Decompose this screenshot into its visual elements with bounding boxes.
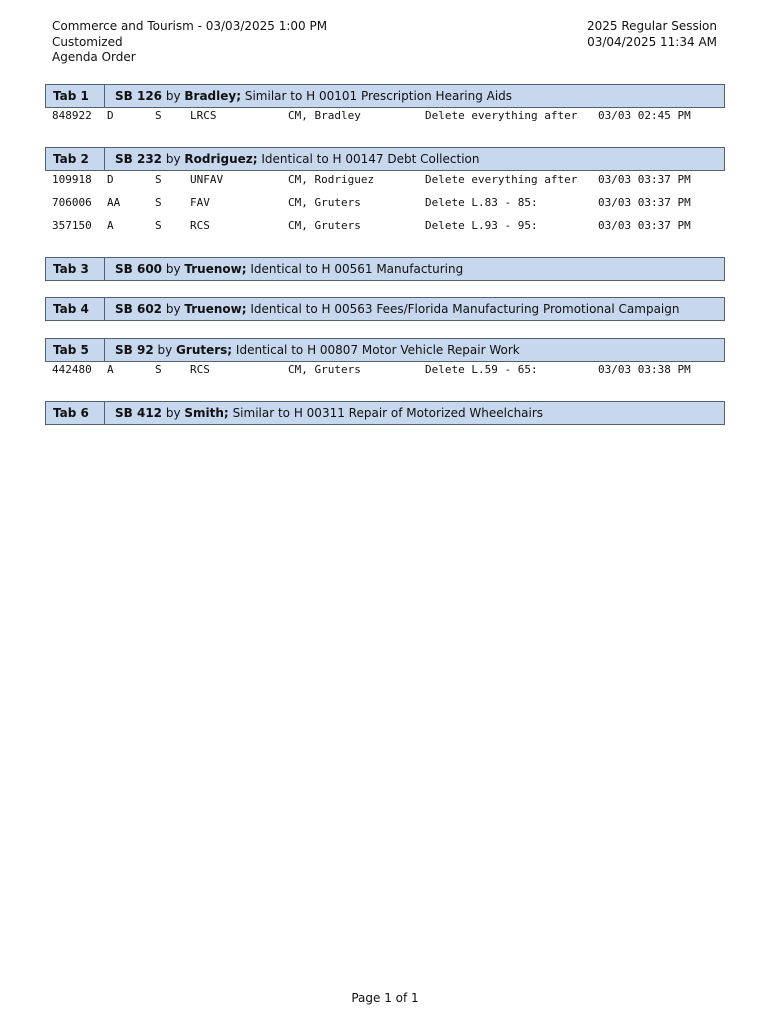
by-label: by xyxy=(165,89,181,103)
bill-number: SB 92 xyxy=(115,343,154,357)
report-header-left xyxy=(52,19,327,66)
bill-number: SB 600 xyxy=(115,262,163,276)
bill-sponsor: Truenow; xyxy=(184,302,247,316)
action-datetime: 03/03 02:45 PM xyxy=(598,109,691,122)
amendment-code: AA xyxy=(107,196,121,209)
tab-number: Tab 4 xyxy=(46,298,105,320)
bill-relation: Identical to H 00563 Fees/Florida Manufacturing Promotional Campaign xyxy=(250,302,680,316)
by-label: by xyxy=(165,406,181,420)
amendment-member: CM, Gruters xyxy=(288,363,361,376)
agenda-tab-1 xyxy=(45,84,725,108)
bill-description xyxy=(105,89,512,103)
amendment-member: CM, Rodriguez xyxy=(288,173,375,186)
bill-description xyxy=(105,152,479,166)
bill-description xyxy=(105,406,543,420)
report-header-right xyxy=(587,19,717,50)
chamber-code: S xyxy=(155,196,162,209)
by-label: by xyxy=(165,262,181,276)
amendment-id: 442480 xyxy=(52,363,92,376)
tab-number: Tab 6 xyxy=(46,402,105,424)
amendment-text: Delete everything after xyxy=(425,109,578,122)
report-order: Agenda Order xyxy=(52,50,136,64)
agenda-tab-3 xyxy=(45,257,725,281)
amendment-member: CM, Bradley xyxy=(288,109,361,122)
by-label: by xyxy=(165,302,181,316)
chamber-code: S xyxy=(155,363,162,376)
page-number: Page 1 of 1 xyxy=(351,991,419,1005)
bill-sponsor: Bradley; xyxy=(184,89,242,103)
by-label: by xyxy=(165,152,181,166)
bill-sponsor: Rodriguez; xyxy=(184,152,258,166)
tab-number: Tab 1 xyxy=(46,85,105,107)
tab-number: Tab 2 xyxy=(46,148,105,170)
amendment-id: 357150 xyxy=(52,219,92,232)
committee-action: RCS xyxy=(190,219,210,232)
bill-relation: Identical to H 00807 Motor Vehicle Repair Work xyxy=(235,343,520,357)
action-datetime: 03/03 03:37 PM xyxy=(598,219,691,232)
bill-sponsor: Smith; xyxy=(184,406,229,420)
by-label: by xyxy=(157,343,173,357)
chamber-code: S xyxy=(155,219,162,232)
bill-description xyxy=(105,302,679,316)
committee-action: UNFAV xyxy=(190,173,224,186)
bill-relation: Similar to H 00101 Prescription Hearing Aids xyxy=(244,89,513,103)
committee-action: RCS xyxy=(190,363,210,376)
bill-description xyxy=(105,343,520,357)
chamber-code: S xyxy=(155,173,162,186)
tab-number: Tab 3 xyxy=(46,258,105,280)
amendment-member: CM, Gruters xyxy=(288,219,361,232)
bill-number: SB 412 xyxy=(115,406,163,420)
amendment-id: 706006 xyxy=(52,196,92,209)
tab-number: Tab 5 xyxy=(46,339,105,361)
agenda-tab-5 xyxy=(45,338,725,362)
amendment-text: Delete L.59 - 65: xyxy=(425,363,538,376)
amendment-text: Delete L.93 - 95: xyxy=(425,219,538,232)
agenda-tab-4 xyxy=(45,297,725,321)
bill-relation: Identical to H 00147 Debt Collection xyxy=(261,152,480,166)
amendment-code: D xyxy=(107,109,114,122)
committee-meeting-title: Commerce and Tourism - 03/03/2025 1:00 PM xyxy=(52,19,328,33)
amendment-text: Delete L.83 - 85: xyxy=(425,196,538,209)
amendment-member: CM, Gruters xyxy=(288,196,361,209)
bill-sponsor: Truenow; xyxy=(184,262,247,276)
bill-description xyxy=(105,262,463,276)
amendment-id: 109918 xyxy=(52,173,92,186)
amendment-code: D xyxy=(107,173,114,186)
action-datetime: 03/03 03:37 PM xyxy=(598,196,691,209)
report-type: Customized xyxy=(52,34,123,49)
action-datetime: 03/03 03:38 PM xyxy=(598,363,691,376)
amendment-text: Delete everything after xyxy=(425,173,578,186)
bill-sponsor: Gruters; xyxy=(176,343,233,357)
amendment-code: A xyxy=(107,219,114,232)
committee-action: LRCS xyxy=(190,109,217,122)
bill-number: SB 232 xyxy=(115,152,163,166)
bill-number: SB 126 xyxy=(115,89,163,103)
agenda-tab-6 xyxy=(45,401,725,425)
action-datetime: 03/03 03:37 PM xyxy=(598,173,691,186)
bill-relation: Similar to H 00311 Repair of Motorized Wheelchairs xyxy=(232,406,544,420)
amendment-code: A xyxy=(107,363,114,376)
chamber-code: S xyxy=(155,109,162,122)
agenda-tab-2 xyxy=(45,147,725,171)
amendment-id: 848922 xyxy=(52,109,92,122)
bill-number: SB 602 xyxy=(115,302,163,316)
bill-relation: Identical to H 00561 Manufacturing xyxy=(250,262,464,276)
committee-action: FAV xyxy=(190,196,210,209)
session-name: 2025 Regular Session xyxy=(587,19,717,33)
report-timestamp: 03/04/2025 11:34 AM xyxy=(587,34,717,49)
